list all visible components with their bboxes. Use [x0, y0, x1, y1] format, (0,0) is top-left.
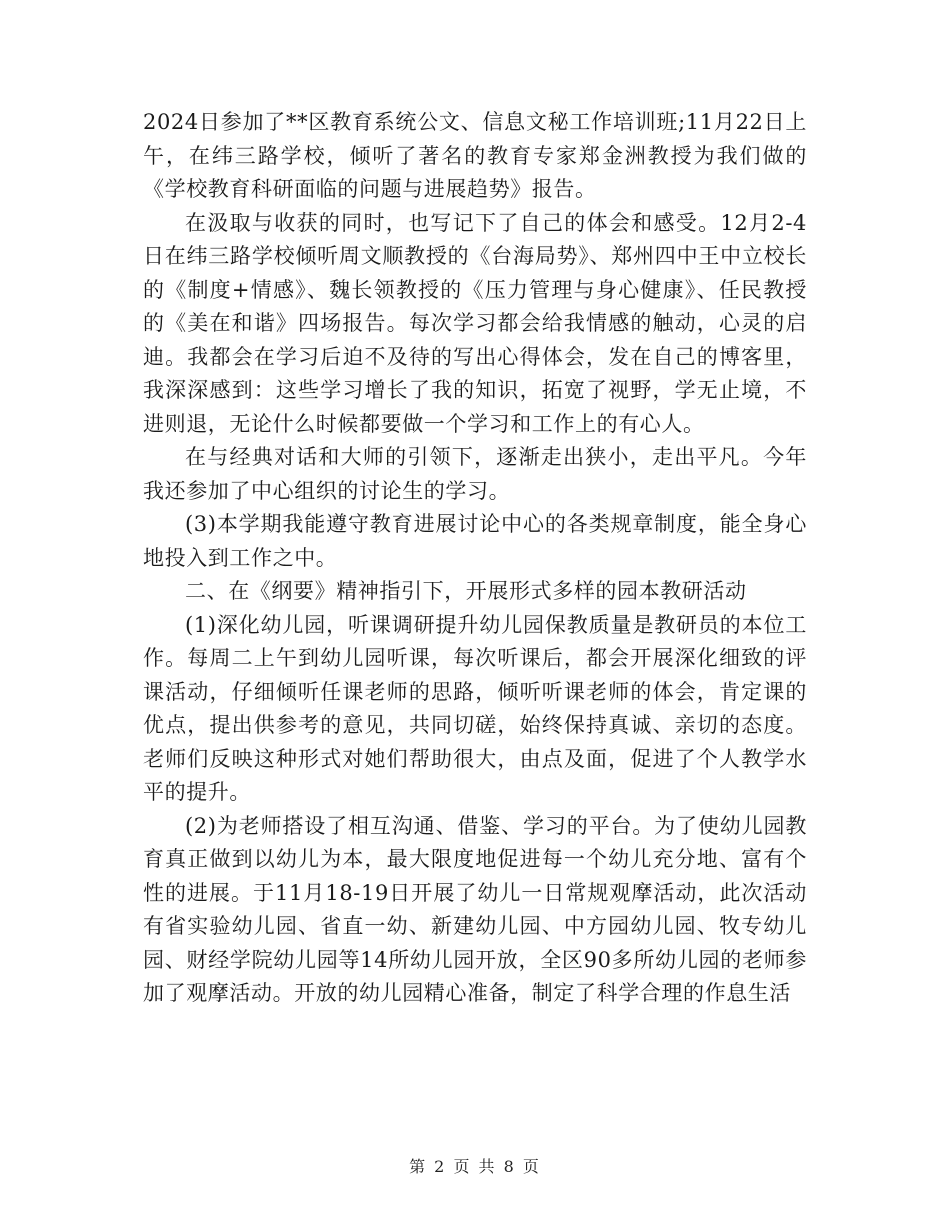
paragraph-continuation: 2024日参加了**区教育系统公文、信息文秘工作培训班;11月22日上午，在纬三路学校，倾听了著名的教育专家郑金洲教授为我们做的《学校教育科研面临的问题与进展趋势》报告。 — [143, 110, 807, 201]
section-heading-2: 二、在《纲要》精神指引下，开展形式多样的园本教研活动 — [185, 579, 747, 603]
document-body — [143, 106, 807, 1011]
paragraph-item-2: (2)为老师搭设了相互沟通、借鉴、学习的平台。为了使幼儿园教育真正做到以幼儿为本，最大限度地促进每一个幼儿充分地、富有个性的进展。于11月18-19日开展了幼儿一日常规观摩活动，此次活动有省实验幼儿园、省直一幼、新建幼儿园、中方园幼儿园、牧专幼儿园、财经学院幼儿园等14所幼儿园开放，全区90多所幼儿园的老师参加了观摩活动。开放的幼儿园精心准备，制定了科学合理的作息生活 — [143, 813, 807, 1005]
paragraph-classics: 在与经典对话和大师的引领下，逐渐走出狭小，走出平凡。今年我还参加了中心组织的讨论生的学习。 — [143, 445, 807, 503]
paragraph-item-1: (1)深化幼儿园，听课调研提升幼儿园保教质量是教研员的本位工作。每周二上午到幼儿园听课，每次听课后，都会开展深化细致的评课活动，仔细倾听任课老师的思路，倾听听课老师的体会，肯定课的优点，提出供参考的意见，共同切磋，始终保持真诚、亲切的态度。老师们反映这种形式对她们帮助很大，由点及面，促进了个人教学水平的提升。 — [143, 612, 807, 804]
page-number-footer: 第 2 页 共 8 页 — [409, 1157, 541, 1176]
paragraph-item-3: (3)本学期我能遵守教育进展讨论中心的各类规章制度，能全身心地投入到工作之中。 — [143, 512, 807, 570]
paragraph-reflections: 在汲取与收获的同时，也写记下了自己的体会和感受。12月2-4日在纬三路学校倾听周文顺教授的《台海局势》、郑州四中王中立校长的《制度+情感》、魏长领教授的《压力管理与身心健康》、任民教授的《美在和谐》四场报告。每次学习都会给我情感的触动，心灵的启迪。我都会在学习后迫不及待的写出心得体会，发在自己的博客里，我深深感到：这些学习增长了我的知识，拓宽了视野，学无止境，不进则退，无论什么时候都要做一个学习和工作上的有心人。 — [143, 210, 807, 436]
